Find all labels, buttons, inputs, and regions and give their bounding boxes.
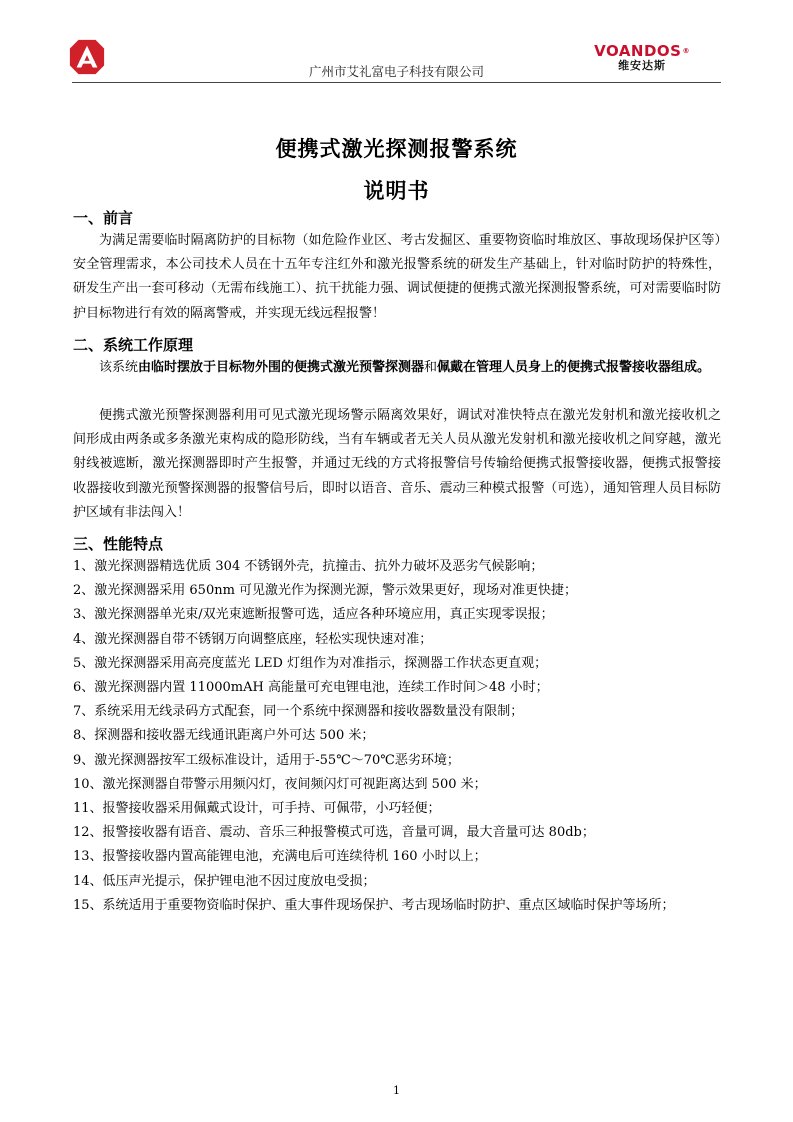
list-item: 9、激光探测器按军工级标准设计，适用于-55℃～70℃恶劣环境； — [73, 752, 460, 768]
principle-paragraph-2: 便携式激光预警探测器利用可见式激光现场警示隔离效果好，调试对准快特点在激光发射机和激光接收机之间形成由两条或多条激光束构成的隐形防线，当有车辆或者无关人员从激光发射机和激光接收机之间穿越，激光射线被遮断，激光探测器即时产生报警，并通过无线的方式将报警信号传输给便携式报警接收器，便携式报警接收器接收到激光预警探测器的报警信号后，即时以语音、音乐、震动三种模式报警（可选），通知管理人员目标防护区域有非法闯入！ — [73, 408, 721, 520]
list-item: 5、激光探测器采用高亮度蓝光 LED 灯组作为对准指示，探测器工作状态更直观； — [73, 655, 548, 671]
principle-text-prefix: 该系统 — [99, 360, 139, 375]
page-number: 1 — [393, 1084, 400, 1097]
list-item: 13、报警接收器内置高能锂电池，充满电后可连续待机 160 小时以上； — [73, 849, 487, 865]
principle-bold-receiver: 佩戴在管理人员身上的便携式报警接收器组成。 — [437, 360, 711, 375]
header-divider — [72, 82, 721, 83]
brand-subtitle: 维安达斯 — [618, 59, 667, 72]
list-item: 12、报警接收器有语音、震动、音乐三种报警模式可选，音量可调，最大音量可达 80db； — [73, 825, 595, 841]
list-item: 4、激光探测器自带不锈钢万向调整底座，轻松实现快速对准； — [73, 631, 433, 647]
list-item: 8、探测器和接收器无线通讯距离户外可达 500 米； — [73, 728, 375, 744]
section-heading-features: 三、性能特点 — [73, 535, 164, 553]
list-item: 14、低压声光提示，保护锂电池不因过度放电受损； — [73, 873, 376, 889]
section-heading-principle: 二、系统工作原理 — [73, 336, 194, 354]
principle-text-and: 和 — [424, 360, 438, 375]
list-item: 11、报警接收器采用佩戴式设计，可手持、可佩带，小巧轻便； — [73, 801, 441, 817]
list-item: 7、系统采用无线录码方式配套，同一个系统中探测器和接收器数量没有限制； — [73, 704, 524, 720]
brand-name: VOANDOS — [594, 42, 682, 60]
document-subtitle: 说明书 — [363, 179, 430, 203]
principle-bold-detector: 由临时摆放于目标物外围的便携式激光预警探测器 — [138, 360, 425, 375]
list-item: 15、系统适用于重要物资临时保护、重大事件现场保护、考古现场临时防护、重点区域临时保护等场所； — [73, 897, 675, 913]
principle-paragraph-1 — [73, 356, 721, 380]
list-item: 2、激光探测器采用 650nm 可见激光作为探测光源，警示效果更好，现场对准更快捷； — [73, 583, 578, 599]
document-title: 便携式激光探测报警系统 — [275, 137, 518, 161]
features-list — [73, 555, 733, 918]
list-item: 6、激光探测器内置 11000mAH 高能量可充电锂电池，连续工作时间＞48 小时； — [73, 680, 549, 696]
registered-mark: ® — [682, 47, 690, 55]
section-heading-preface: 一、前言 — [73, 209, 134, 227]
brand-logo — [594, 43, 690, 73]
header-company-name: 广州市艾礼富电子科技有限公司 — [308, 64, 484, 79]
list-item: 10、激光探测器自带警示用频闪灯，夜间频闪灯可视距离达到 500 米； — [73, 776, 487, 792]
list-item: 3、激光探测器单光束/双光束遮断报警可选，适应各种环境应用，真正实现零误报； — [73, 607, 554, 623]
list-item: 1、激光探测器精选优质 304 不锈钢外壳，抗撞击、抗外力破坏及恶劣气候影响； — [73, 559, 544, 574]
preface-paragraph: 为满足需要临时隔离防护的目标物（如危险作业区、考古发掘区、重要物资临时堆放区、事故现场保护区等）安全管理需求，本公司技术人员在十五年专注红外和激光报警系统的研发生产基础上，针对临时防护的特殊性，研发生产出一套可移动（无需布线施工）、抗干扰能力强、调试便捷的便携式激光探测报警系统，可对需要临时防护目标物进行有效的隔离警戒，并实现无线远程报警！ — [73, 233, 721, 321]
